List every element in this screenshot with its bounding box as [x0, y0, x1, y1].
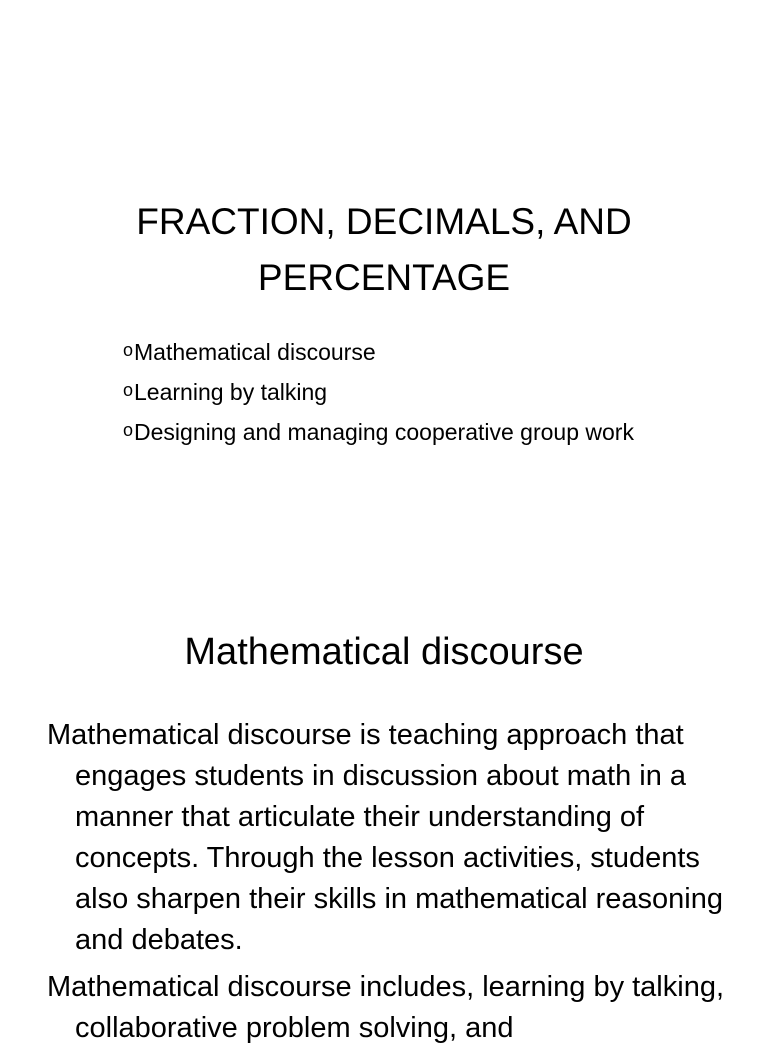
bullet-item	[123, 374, 643, 408]
bullet-list	[123, 334, 643, 454]
bullet-circle-icon: o	[123, 380, 134, 400]
bullet-circle-icon: o	[123, 340, 134, 360]
body-paragraph: Mathematical discourse is teaching approach that engages students in discussion about math in a manner that articulate their understanding of concepts. Through the lesson activities, students also sharpen their skills in mathematical reasoning and debates.	[47, 719, 723, 956]
slide-title: FRACTION, DECIMALS, AND PERCENTAGE	[136, 201, 632, 298]
bullet-text: Learning by talking	[134, 379, 328, 405]
slide-2	[0, 576, 768, 1044]
bullet-item	[123, 414, 643, 448]
bullet-item	[123, 334, 643, 368]
body-paragraph: Mathematical discourse includes, learning by talking, collaborative problem solving, and	[47, 971, 725, 1044]
bullet-circle-icon: o	[123, 420, 134, 440]
slide-body	[47, 715, 727, 1055]
slide-title: Mathematical discourse	[184, 631, 584, 673]
bullet-text: Designing and managing cooperative group work	[134, 419, 634, 445]
bullet-text: Mathematical discourse	[134, 339, 376, 365]
